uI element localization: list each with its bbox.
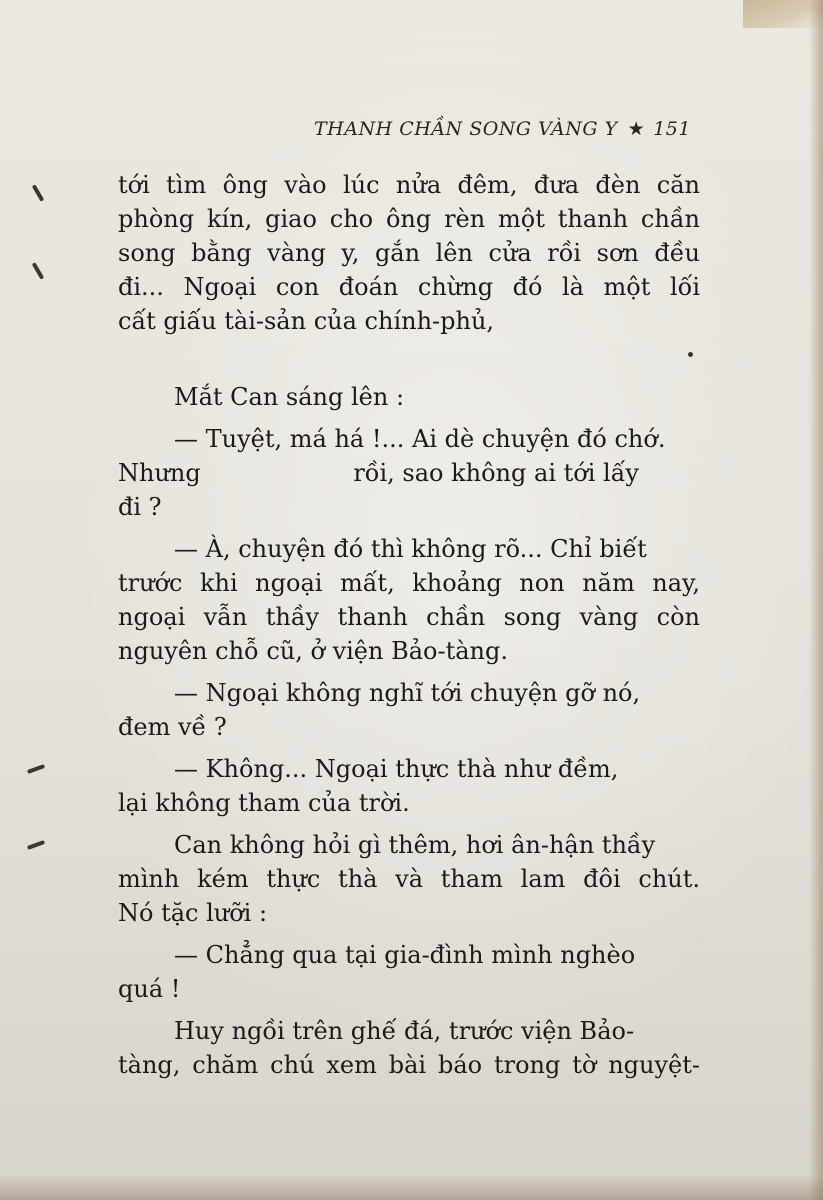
text-line: Mắt Can sáng lên :	[174, 383, 405, 411]
text-line: đem về ?	[118, 713, 227, 741]
text-line: — Ngoại không nghĩ tới chuyện gỡ nó,	[174, 679, 641, 707]
binding-staple-mark	[32, 262, 44, 280]
binding-staple-mark	[27, 840, 45, 850]
text-line: Huy ngồi trên ghế đá, trước viện Bảo-	[174, 1017, 635, 1045]
text-line: Nhưng rồi, sao không ai tới lấy	[118, 459, 639, 487]
text-line: trước khi ngoại mất, khoảng non năm nay,	[118, 569, 700, 597]
text-line: tàng, chăm chú xem bài báo trong tờ nguyệt-	[118, 1051, 700, 1079]
text-line: mình kém thực thà và tham lam đôi chút.	[118, 865, 700, 893]
header-title: THANH CHẦN SONG VÀNG Y	[314, 118, 618, 140]
text-line: — Tuyệt, má há !... Ai dè chuyện đó chớ.	[174, 425, 666, 453]
text-line: phòng kín, giao cho ông rèn một thanh chần	[118, 205, 700, 233]
text-line: — À, chuyện đó thì không rõ... Chỉ biết	[174, 535, 647, 563]
text-line: đi ?	[118, 493, 162, 521]
body-text	[118, 168, 700, 1082]
text-line: — Chẳng qua tại gia-đình mình nghèo	[174, 941, 636, 969]
text-line: tới tìm ông vào lúc nửa đêm, đưa đèn căn	[118, 171, 700, 199]
star-icon: ★	[627, 118, 646, 140]
page-edge-shadow-right	[809, 0, 823, 1200]
text-line: cất giấu tài-sản của chính-phủ,	[118, 307, 495, 335]
text-line: nguyên chỗ cũ, ở viện Bảo-tàng.	[118, 637, 508, 665]
page-number: 151	[653, 118, 691, 140]
text-line: Can không hỏi gì thêm, hơi ân-hận thầy	[174, 831, 656, 859]
page-edge-shadow-bottom	[0, 1174, 823, 1200]
binding-staple-mark	[27, 764, 45, 774]
binding-staple-mark	[32, 184, 44, 202]
text-line: — Không... Ngoại thực thà như đềm,	[174, 755, 619, 783]
running-header	[314, 118, 694, 140]
text-line: song bằng vàng y, gắn lên cửa rồi sơn đều	[118, 239, 700, 267]
text-line: quá !	[118, 975, 181, 1003]
text-line: lại không tham của trời.	[118, 789, 410, 817]
text-line: đi... Ngoại con đoán chừng đó là một lối	[118, 273, 700, 301]
text-line: ngoại vẫn thầy thanh chần song vàng còn	[118, 603, 700, 631]
text-line: Nó tặc lưỡi :	[118, 899, 268, 927]
